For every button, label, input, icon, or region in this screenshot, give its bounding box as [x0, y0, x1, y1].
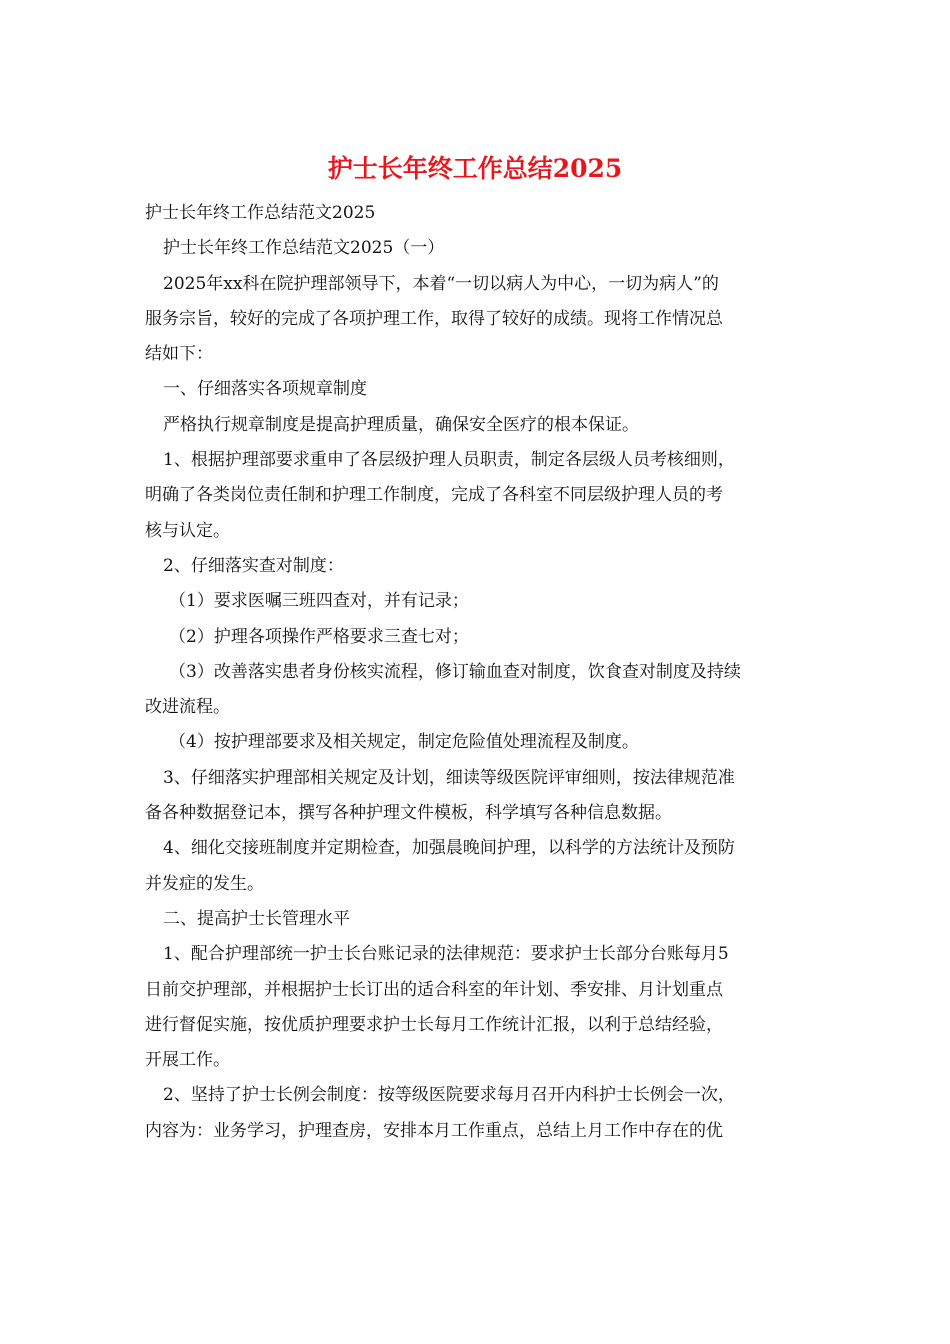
text-line: （1）要求医嘱三班四查对，并有记录； — [169, 591, 469, 612]
text-line: 1、配合护理部统一护士长台账记录的法律规范：要求护士长部分台账每月5 — [163, 944, 729, 965]
text-line: 4、细化交接班制度并定期检查，加强晨晚间护理，以科学的方法统计及预防 — [163, 838, 735, 859]
text-line: 1、根据护理部要求重申了各层级护理人员职责，制定各层级人员考核细则， — [163, 450, 735, 471]
text-line: 2、仔细落实查对制度： — [163, 555, 344, 576]
text-line: 2025年xx科在院护理部领导下，本着“一切以病人为中心，一切为病人”的 — [163, 273, 719, 294]
text-line: 进行督促实施，按优质护理要求护士长每月工作统计汇报，以利于总结经验， — [145, 1014, 723, 1035]
text-line: 日前交护理部，并根据护士长订出的适合科室的年计划、季安排、月计划重点 — [145, 979, 723, 1000]
text-line: （4）按护理部要求及相关规定，制定危险值处理流程及制度。 — [169, 732, 639, 753]
text-line: 严格执行规章制度是提高护理质量，确保安全医疗的根本保证。 — [163, 414, 639, 435]
section-heading: 一、仔细落实各项规章制度 — [163, 379, 367, 400]
text-line: （3）改善落实患者身份核实流程，修订输血查对制度，饮食查对制度及持续 — [169, 661, 741, 682]
text-line: 服务宗旨，较好的完成了各项护理工作，取得了较好的成绩。现将工作情况总 — [145, 308, 723, 329]
text-line: 核与认定。 — [145, 520, 230, 541]
text-line: 护士长年终工作总结范文2025 — [145, 203, 376, 223]
text-line: 内容为：业务学习，护理查房，安排本月工作重点，总结上月工作中存在的优 — [145, 1120, 723, 1141]
text-line: 3、仔细落实护理部相关规定及计划，细读等级医院评审细则，按法律规范准 — [163, 767, 735, 788]
text-line: 并发症的发生。 — [145, 873, 264, 894]
text-line: 开展工作。 — [145, 1050, 230, 1071]
section-heading: 二、提高护士长管理水平 — [163, 908, 350, 929]
text-line: 改进流程。 — [145, 697, 230, 718]
text-line: 2、坚持了护士长例会制度：按等级医院要求每月召开内科护士长例会一次， — [163, 1085, 735, 1106]
text-line: 明确了各类岗位责任制和护理工作制度，完成了各科室不同层级护理人员的考 — [145, 485, 723, 506]
text-line: 备各种数据登记本，撰写各种护理文件模板，科学填写各种信息数据。 — [145, 803, 672, 824]
text-line: 结如下： — [145, 344, 213, 365]
text-line: 护士长年终工作总结范文2025（一） — [163, 238, 445, 259]
text-line: （2）护理各项操作严格要求三查七对； — [169, 626, 469, 647]
document-body — [145, 196, 817, 1149]
document-title: 护士长年终工作总结2025 — [327, 154, 623, 183]
